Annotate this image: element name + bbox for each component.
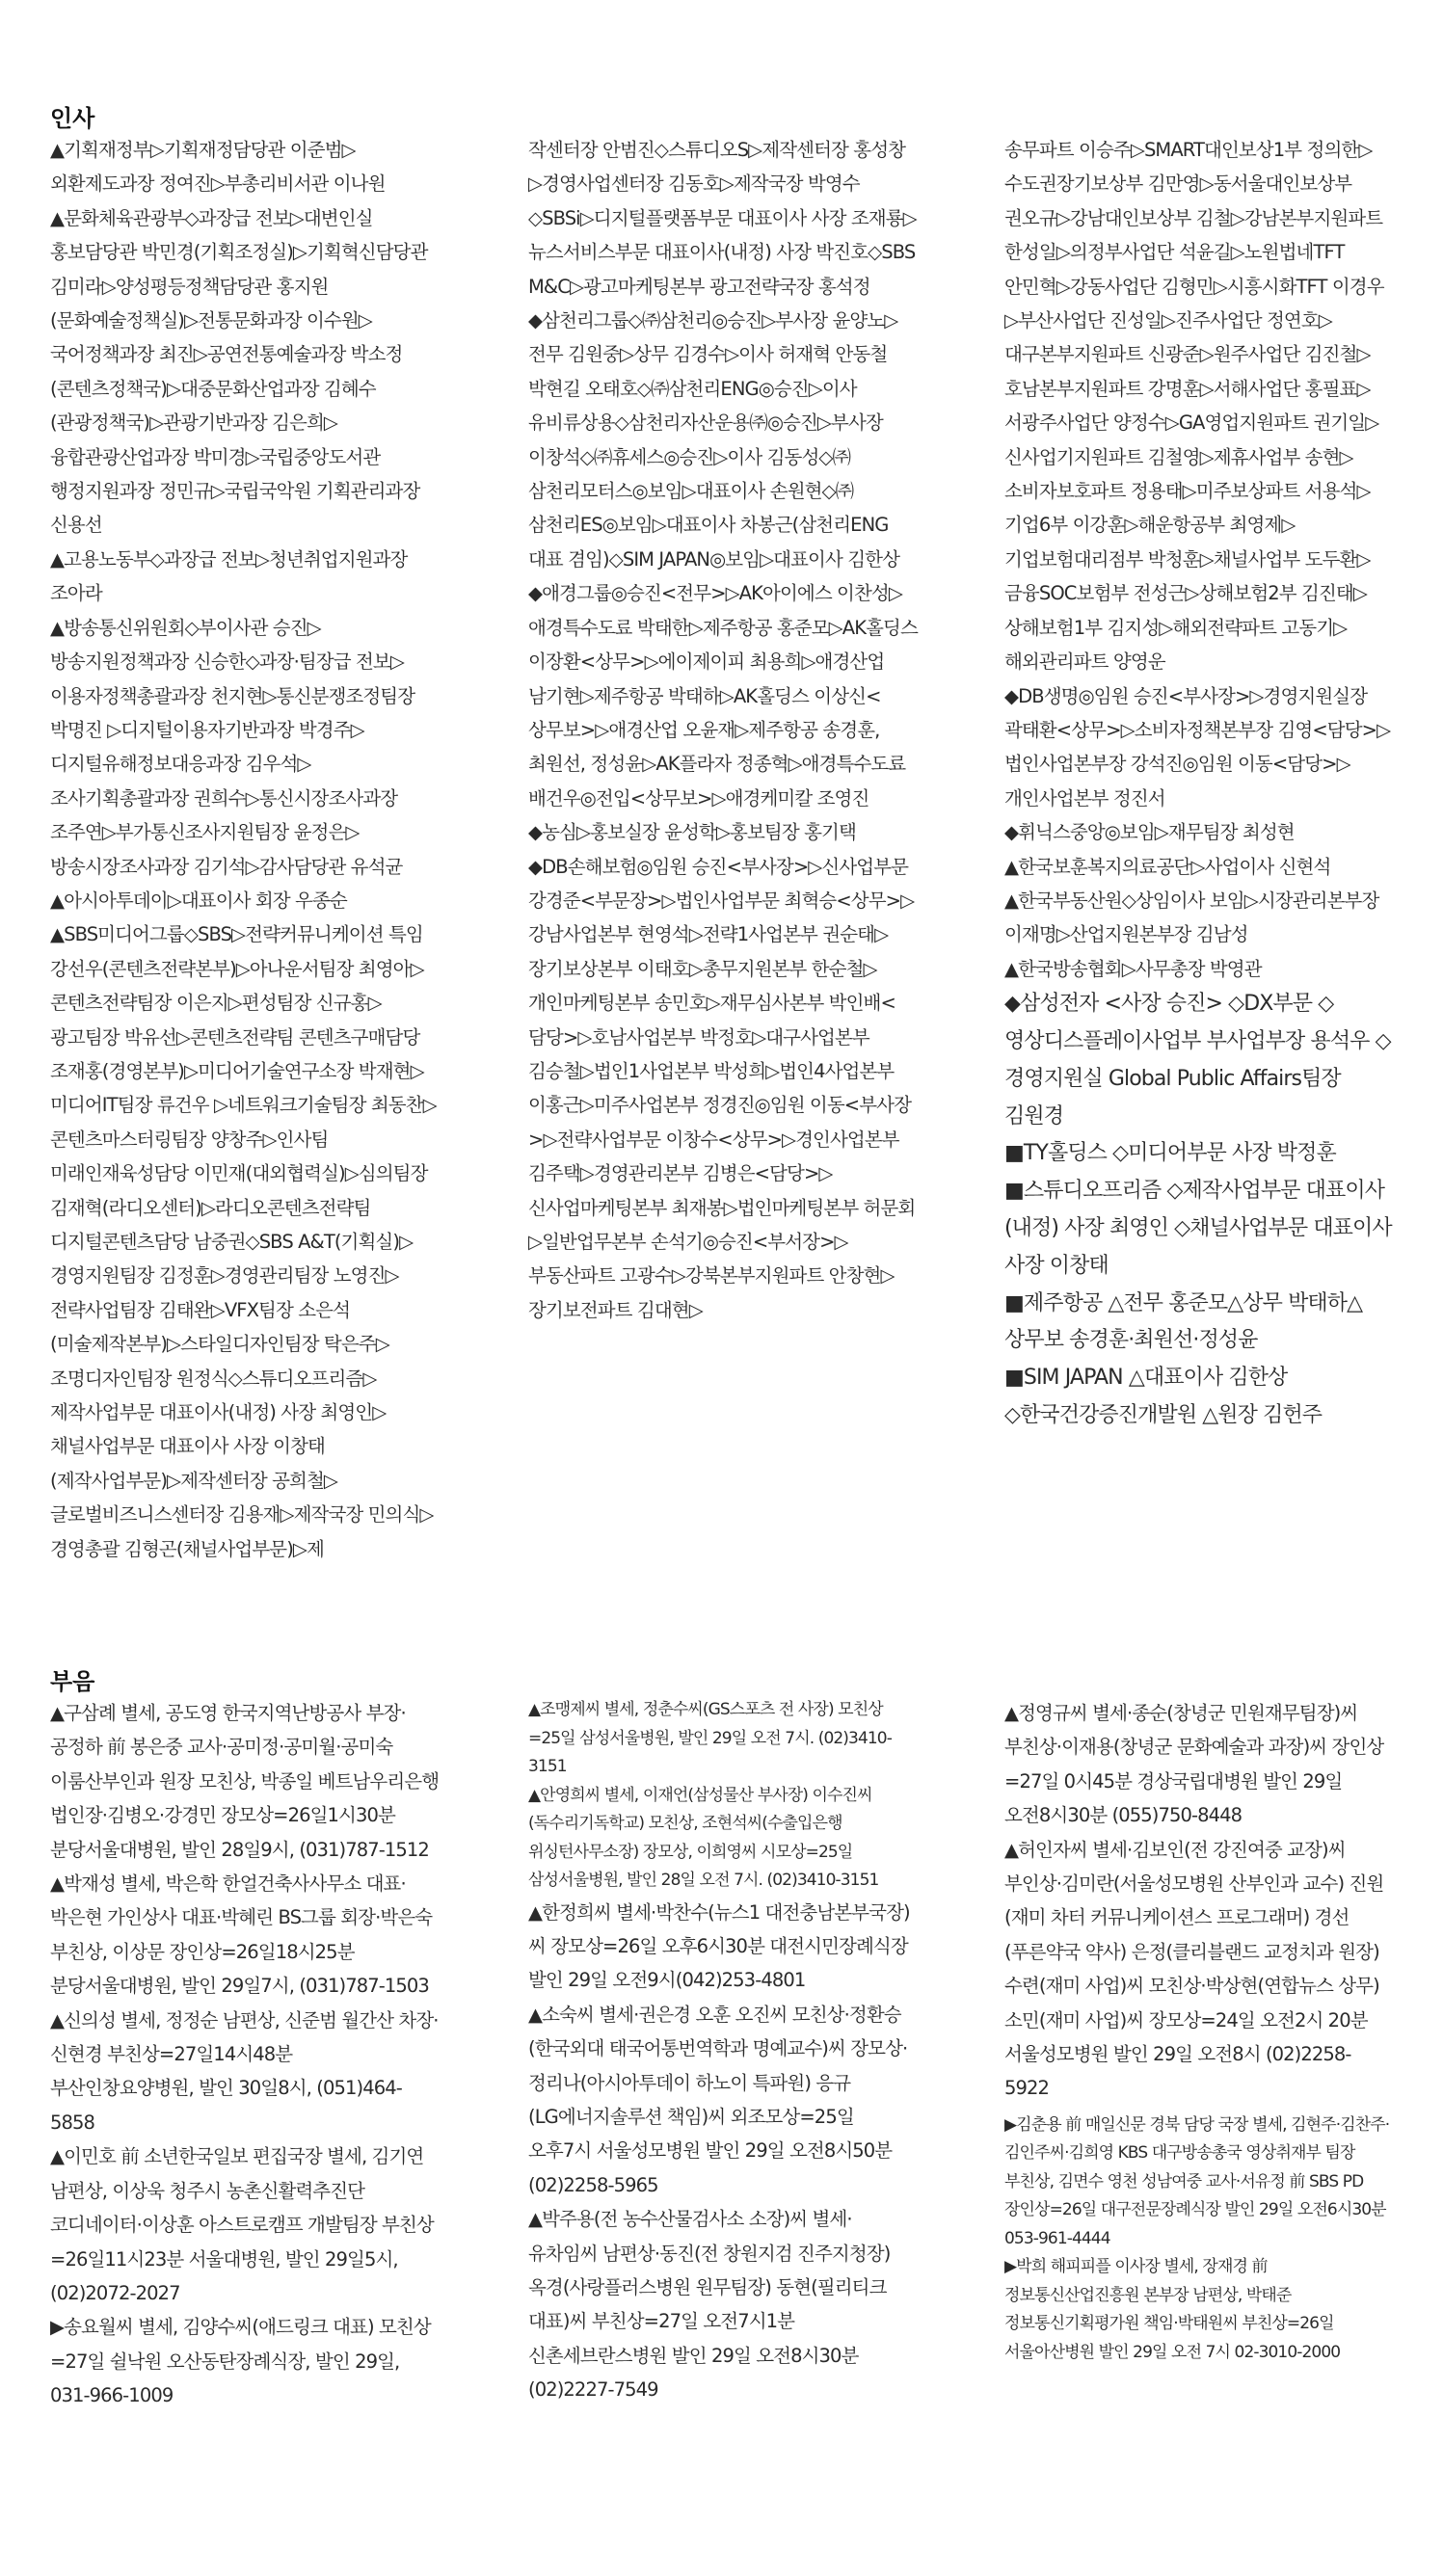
personnel-entry: 송무파트 이승주▷SMART대인보상1부 정의한▷수도권장기보상부 김만영▷동서울대인보상부 권오규▷강남대인보상부 김철▷강남본부지원파트 한성일▷의정부사업단 석윤길▷노원법네TFT 안민혁▷강동사업단 김형민▷시흥시화TFT 이경우▷부산사업단 진성일▷진주사업단 정연호▷대구본부지원파트 신광준▷원주사업단 김진철▷호남본부지원파트 강명훈▷서해사업단 홍필표▷서광주사업단 양정수▷GA영업지원파트 권기일▷신사업기지원파트 김철영▷제휴사업부 송현▷소비자보호파트 정용태▷미주보상파트 서용석▷기업6부 이강훈▷해운항공부 최영제▷기업보험대리점부 박청훈▷채널사업부 도두환▷금융SOC보험부 전성근▷상해보험2부 김진태▷상해보험1부 김지성▷해외전략파트 고동기▷해외관리파트 양영운 <box>1004 139 1384 674</box>
personnel-entry: ◆농심▷홍보실장 윤성학▷홍보팀장 홍기택 <box>528 821 856 844</box>
personnel-entry: ▲기획재정부▷기획재정담당관 이준범▷외환제도과장 정여진▷부총리비서관 이나원 <box>50 139 386 196</box>
personnel-entry: ▲한국방송협회▷사무총장 박영관 <box>1004 957 1262 980</box>
obituary-column-1 <box>50 1696 441 2413</box>
obituary-entry: ▲소숙씨 별세·권은경 오훈 오진씨 모친상·정환승(한국외대 태국어통번역학과 명예교수)씨 장모상·정리나(아시아투데이 하노이 특파원) 응규(LG에너지솔루션 책임)씨 외조모상=25일 오후7시 서울성모병원 발인 29일 오전8시50분 (02)2258-5965 <box>528 2003 908 2196</box>
personnel-entry-large: ◇한국건강증진개발원 △원장 김헌주 <box>1004 1402 1323 1427</box>
obituary-entry: ▲박재성 별세, 박은학 한얼건축사사무소 대표·박은현 가인상사 대표·박혜린 BS그룹 회장·박은숙 부친상, 이상문 장인상=26일18시25분 분당서울대병원, 발인 29일7시, (031)787-1503 <box>50 1872 433 1998</box>
obituary-column-2-main <box>528 1896 919 2407</box>
obituary-entry: ▲이민호 前 소년한국일보 편집국장 별세, 김기연 남편상, 이상욱 청주시 농촌신활력추진단 코디네이터·이상훈 아스트로캠프 개발팀장 부친상=26일11시23분 서울대병원, 발인 29일5시, (02)2072-2027 <box>50 2145 434 2304</box>
personnel-entry-large: ■제주항공 △전무 홍준모△상무 박태하△상무보 송경훈·최원선·정성윤 <box>1004 1290 1363 1353</box>
personnel-section-title: 인사 <box>50 105 95 132</box>
obituary-entry: ▲안영희씨 별세, 이재언(삼성물산 부사장) 이수진씨(독수리기독학교) 모친상, 조현석씨(수출입은행 위싱턴사무소장) 장모상, 이희영씨 시모상=25일 삼성서울병원, 발인 28일 오전 7시. (02)3410-3151 <box>528 1785 879 1890</box>
personnel-entry: ▲한국보훈복지의료공단▷사업이사 신현석 <box>1004 855 1331 878</box>
personnel-entry: ◆삼천리그룹◇㈜삼천리◎승진▷부사장 윤양노▷전무 김원중▷상무 김경수▷이사 허재혁 안동철 박현길 오태호◇㈜삼천리ENG◎승진▷이사 유비류상용◇삼천리자산운용㈜◎승진▷부사장 이창석◇㈜휴세스◎승진▷이사 김동성◇㈜삼천리모터스◎보임▷대표이사 손원현◇㈜삼천리ES◎보임▷대표이사 차봉근(삼천리ENG 대표 겸임)◇SIM JAPAN◎보임▷대표이사 김한상 <box>528 309 900 571</box>
personnel-entry-large: ■TY홀딩스 ◇미디어부문 사장 박정훈 <box>1004 1141 1336 1166</box>
obituary-column-3-main <box>1004 1696 1395 2106</box>
obituary-entry: ▶송요월씨 별세, 김양수씨(애드링크 대표) 모친상=27일 쉴낙원 오산동탄장례식장, 발인 29일, 031-966-1009 <box>50 2316 431 2407</box>
obituary-entry: ▲조맹제씨 별세, 정춘수씨(GS스포츠 전 사장) 모친상=25일 삼성서울병원, 발인 29일 오전 7시. (02)3410-3151 <box>528 1700 892 1776</box>
obituary-entry: ▶박희 해피피플 이사장 별세, 장재경 前 정보통신산업진흥원 본부장 남편상, 박태준 정보통신기획평가원 책임·박태원씨 부친상=26일 서울아산병원 발인 29일 오전 7시 02-3010-2000 <box>1004 2257 1341 2362</box>
personnel-entry: ▲한국부동산원◇상임이사 보임▷시장관리본부장 이재명▷산업지원본부장 김남성 <box>1004 889 1379 946</box>
obituary-entry: ▲정영규씨 별세·종순(창녕군 민원재무팀장)씨 부친상·이재용(창녕군 문화예술과 과장)씨 장인상=27일 0시45분 경상국립대병원 발인 29일 오전8시30분 (055)750-8448 <box>1004 1702 1384 1827</box>
personnel-entry: 작센터장 안범진◇스튜디오S▷제작센터장 홍성창▷경영사업센터장 김동호▷제작국장 박영수◇SBSi▷디지털플랫폼부문 대표이사 사장 조재룡▷뉴스서비스부문 대표이사(내정) 사장 박진호◇SBS M&C▷광고마케팅본부 광고전략국장 홍석정 <box>528 139 917 298</box>
obituary-entry: ▲박주용(전 농수산물검사소 소장)씨 별세·유차임씨 남편상·동진(전 창원지검 진주지청장) 옥경(사랑플러스병원 원무팀장) 동현(필리티크 대표)씨 부친상=27일 오전7시1분 신촌세브란스병원 발인 29일 오전8시30분 (02)2227-7549 <box>528 2208 891 2402</box>
personnel-entry: ◆DB손해보험◎임원 승진<부사장>▷신사업부문 강경준<부문장>▷법인사업부문 최혁승<상무>▷강남사업본부 현영석▷전략1사업본부 권순태▷장기보상본부 이태호▷총무지원본부 한순철▷개인마케팅본부 송민호▷재무심사본부 박인배<담당>▷호남사업본부 박정호▷대구사업본부 김승철▷법인1사업본부 박성희▷법인4사업본부 이홍근▷미주사업본부 정경진◎임원 이동<부사장>▷전략사업부문 이창수<상무>▷경인사업본부 김주택▷경영관리본부 김병은<담당>▷신사업마케팅본부 최재봉▷법인마케팅본부 허문회▷일반업무본부 손석기◎승진<부서장>▷부동산파트 고광수▷강북본부지원파트 안창현▷장기보전파트 김대현▷ <box>528 855 916 1321</box>
obituary-column-2 <box>528 1696 919 2407</box>
personnel-entry: ▲고용노동부◇과장급 전보▷청년취업지원과장 조아라 <box>50 547 408 605</box>
obituary-entry: ▲구삼례 별세, 공도영 한국지역난방공사 부장·공정하 前 봉은중 교사·공미정·공미월·공미숙 이룸산부인과 원장 모친상, 박종일 베트남우리은행 법인장·김병오·강경민 장모상=26일1시30분 분당서울대병원, 발인 28일9시, (031)787-1512 <box>50 1702 440 1861</box>
obituary-section <box>0 1542 1443 2576</box>
obituary-entry: ▲신의성 별세, 정정순 남편상, 신준범 월간산 차장·신현경 부친상=27일14시48분 부산인창요양병원, 발인 30일8시, (051)464-5858 <box>50 2008 439 2134</box>
obituary-column-3 <box>1004 1696 1395 2367</box>
personnel-column-1 <box>50 133 441 1566</box>
personnel-entry: ◆DB생명◎임원 승진<부사장>▷경영지원실장 곽태환<상무>▷소비자정책본부장 김영<담당>▷법인사업본부장 강석진◎임원 이동<담당>▷개인사업본부 정진서 <box>1004 684 1391 810</box>
personnel-entry: ◆애경그룹◎승진<전무>▷AK아이에스 이찬성▷애경특수도료 박태한▷제주항공 홍준모▷AK홀딩스 이장환<상무>▷에이제이피 최용희▷애경산업 남기현▷제주항공 박태하▷AK홀딩스 이상신<상무보>▷애경산업 오윤재▷제주항공 송경훈, 최원선, 정성윤▷AK플라자 정종혁▷애경특수도료 배건우◎전입<상무보>▷애경케미칼 조영진 <box>528 582 918 810</box>
obituary-entry: ▶김춘용 前 매일신문 경북 담당 국장 별세, 김현주·김찬주·김인주씨·김희영 KBS 대구방송총국 영상취재부 팀장 부친상, 김면수 영천 성남여중 교사·서유정 前 SBS PD 장인상=26일 대구전문장례식장 발인 29일 오전6시30분 053-961-4444 <box>1004 2114 1390 2248</box>
personnel-entry: ▲아시아투데이▷대표이사 회장 우종순 <box>50 889 347 912</box>
obituary-entry: ▲허인자씨 별세·김보인(전 강진여중 교장)씨 부인상·김미란(서울성모병원 산부인과 교수) 진원(재미 차터 커뮤니케이션스 프로그래머) 경선(푸른약국 약사) 은정(클리블랜드 교정치과 원장) 수련(재미 사업)씨 모친상·박상현(연합뉴스 상무) 소민(재미 사업)씨 장모상=24일 오전2시 20분 서울성모병원 발인 29일 오전8시 (02)2258-5922 <box>1004 1838 1384 2100</box>
personnel-entry: ▲SBS미디어그룹◇SBS▷전략커뮤니케이션 특임 강선우(콘텐츠전략본부)▷아나운서팀장 최영아▷콘텐츠전략팀장 이은지▷편성팀장 신규홍▷광고팀장 박유선▷콘텐츠전략팀 콘텐츠구매담당 조재홍(경영본부)▷미디어기술연구소장 박재현▷미디어IT팀장 류건우 ▷네트워크기술팀장 최동찬▷콘텐츠마스터링팀장 양창주▷인사팀 미래인재육성담당 이민재(대외협력실)▷심의팀장 김재혁(라디오센터)▷라디오콘텐츠전략팀 디지털콘텐츠담당 남중권◇SBS A&T(기획실)▷경영지원팀장 김정훈▷경영관리팀장 노영진▷전략사업팀장 김태완▷VFX팀장 소은석(미술제작본부)▷스타일디자인팀장 탁은주▷조명디자인팀장 원정식◇스튜디오프리즘▷제작사업부문 대표이사(내정) 사장 최영인▷채널사업부문 대표이사 사장 이창태(제작사업부문)▷제작센터장 공희철▷글로벌비즈니스센터장 김용재▷제작국장 민의식▷경영총괄 김형곤(채널사업부문)▷제 <box>50 923 437 1560</box>
personnel-entry-large: ■스튜디오프리즘 ◇제작사업부문 대표이사(내정) 사장 최영인 ◇채널사업부문 대표이사 사장 이창태 <box>1004 1179 1392 1278</box>
personnel-column-2 <box>528 133 919 1327</box>
personnel-entry-large: ◆삼성전자 <사장 승진> ◇DX부문 ◇영상디스플레이사업부 부사업부장 용석우 ◇경영지원실 Global Public Affairs팀장 김원경 <box>1004 992 1391 1129</box>
personnel-entry: ◆휘닉스중앙◎보임▷재무팀장 최성현 <box>1004 821 1295 844</box>
personnel-column-3 <box>1004 133 1395 1435</box>
personnel-entry: ▲문화체육관광부◇과장급 전보▷대변인실 홍보담당관 박민경(기획조정실)▷기획혁신담당관 김미라▷양성평등정책담당관 홍지원(문화예술정책실)▷전통문화과장 이수원▷국어정책과장 최진▷공연전통예술과장 박소정(콘텐츠정책국)▷대중문화산업과장 김혜수(관광정책국)▷관광기반과장 김은희▷융합관광산업과장 박미경▷국립중앙도서관 행정지원과장 정민규▷국립국악원 기획관리과장 신용선 <box>50 206 428 537</box>
obituary-entry: ▲한정희씨 별세·박찬수(뉴스1 대전충남본부국장)씨 장모상=26일 오후6시30분 대전시민장례식장 발인 29일 오전9시(042)253-4801 <box>528 1900 910 1992</box>
obituary-column-2-small <box>528 1696 919 1896</box>
personnel-entry-large: ■SIM JAPAN △대표이사 김한상 <box>1004 1366 1288 1391</box>
obituary-section-title: 부음 <box>50 1668 95 1695</box>
obituary-column-3-small <box>1004 2111 1395 2368</box>
personnel-entry: ▲방송통신위원회◇부이사관 승진▷방송지원정책과장 신승한◇과장·팀장급 전보▷이용자정책총괄과장 천지현▷통신분쟁조정팀장 박명진 ▷디지털이용자기반과장 박경주▷디지털유해정보대응과장 김우석▷조사기획총괄과장 권희수▷통신시장조사과장 조주연▷부가통신조사지원팀장 윤정은▷방송시장조사과장 김기석▷감사담당관 유석균 <box>50 616 415 878</box>
